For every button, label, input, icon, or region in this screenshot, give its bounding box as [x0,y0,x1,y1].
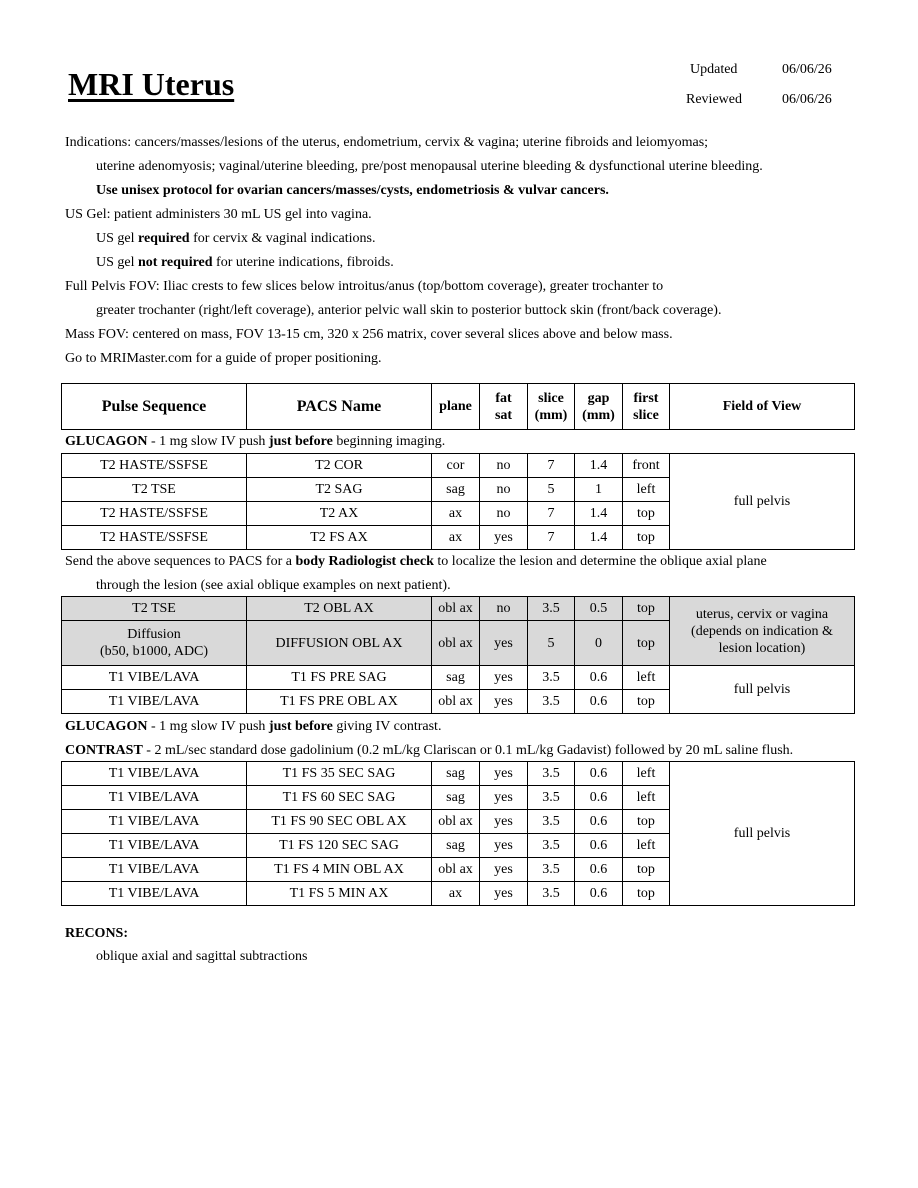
pulse-sequence-cell: T1 VIBE/LAVA [62,762,247,786]
usgel-line-1: US Gel: patient administers 30 mL US gel into vagina. [65,207,372,222]
pacs-name-cell: T2 OBL AX [247,597,432,621]
col-pacs-name: PACS Name [247,384,432,430]
pulse-sequence-cell: T1 VIBE/LAVA [62,882,247,906]
usgel-line-3: US gel not required for uterine indications, fibroids. [96,255,394,270]
pulse-sequence-cell: T2 TSE [62,597,247,621]
gap-cell: 1.4 [575,454,623,478]
glucagon-note-1: GLUCAGON - 1 mg slow IV push just before beginning imaging. [65,434,446,449]
plane-cell: cor [432,454,480,478]
plane-cell: sag [432,786,480,810]
plane-cell: obl ax [432,690,480,714]
page-title: MRI Uterus [68,66,235,102]
gap-cell: 0.6 [575,666,623,690]
fat-sat-cell: yes [480,666,528,690]
pulse-sequence-cell: T1 VIBE/LAVA [62,690,247,714]
sequence-table-1 [61,453,855,550]
pulse-sequence-cell: T1 VIBE/LAVA [62,786,247,810]
guide-line: Go to MRIMaster.com for a guide of proper positioning. [65,351,382,366]
slice-cell: 3.5 [528,690,575,714]
pacs-name-cell: T1 FS 35 SEC SAG [247,762,432,786]
first-slice-cell: left [623,478,670,502]
pulse-sequence-cell: Diffusion (b50, b1000, ADC) [62,621,247,666]
gap-cell: 0.6 [575,690,623,714]
header-table [61,383,855,430]
first-slice-cell: top [623,858,670,882]
plane-cell: sag [432,834,480,858]
first-slice-cell: top [623,882,670,906]
pulse-sequence-cell: T1 VIBE/LAVA [62,666,247,690]
sequence-table-2 [61,596,855,714]
slice-cell: 7 [528,526,575,550]
usgel-line-2: US gel required for cervix & vaginal indications. [96,231,376,246]
plane-cell: ax [432,502,480,526]
reviewed-date: 06/06/26 [782,92,832,107]
pacs-name-cell: T2 SAG [247,478,432,502]
pulse-sequence-cell: T2 HASTE/SSFSE [62,502,247,526]
plane-cell: ax [432,882,480,906]
sequence-table-3 [61,761,855,906]
gap-cell: 0.6 [575,762,623,786]
slice-cell: 3.5 [528,786,575,810]
reviewed-label: Reviewed [686,92,742,107]
fat-sat-cell: yes [480,834,528,858]
fat-sat-cell: yes [480,858,528,882]
fat-sat-cell: yes [480,786,528,810]
gap-cell: 0.6 [575,882,623,906]
fov-cell: full pelvis [670,762,855,906]
fat-sat-cell: no [480,597,528,621]
col-plane: plane [432,384,480,430]
fov-cell: full pelvis [670,666,855,714]
send-note-line-2: through the lesion (see axial oblique examples on next patient). [96,578,451,593]
gap-cell: 1.4 [575,526,623,550]
slice-cell: 5 [528,478,575,502]
recons-title: RECONS: [65,926,129,941]
gap-cell: 0.6 [575,810,623,834]
gap-cell: 0 [575,621,623,666]
col-fat-sat: fat sat [480,384,528,430]
send-note-line-1: Send the above sequences to PACS for a body Radiologist check to localize the lesion and determine the oblique axial plane [65,554,767,569]
gap-cell: 1.4 [575,502,623,526]
gap-cell: 0.5 [575,597,623,621]
mass-fov-line: Mass FOV: centered on mass, FOV 13-15 cm, 320 x 256 matrix, cover several slices above and below mass. [65,327,673,342]
pulse-sequence-cell: T2 TSE [62,478,247,502]
fat-sat-cell: yes [480,526,528,550]
pacs-name-cell: T1 FS 120 SEC SAG [247,834,432,858]
first-slice-cell: top [623,621,670,666]
plane-cell: obl ax [432,621,480,666]
plane-cell: sag [432,478,480,502]
first-slice-cell: top [623,526,670,550]
fat-sat-cell: no [480,478,528,502]
slice-cell: 3.5 [528,834,575,858]
fat-sat-cell: no [480,454,528,478]
plane-cell: sag [432,666,480,690]
first-slice-cell: front [623,454,670,478]
pacs-name-cell: T2 FS AX [247,526,432,550]
pulse-sequence-cell: T2 HASTE/SSFSE [62,454,247,478]
fat-sat-cell: yes [480,690,528,714]
indications-line-1: Indications: cancers/masses/lesions of the uterus, endometrium, cervix & vagina; uterine fibroids and leiomyomas; [65,135,709,150]
glucagon-note-2: GLUCAGON - 1 mg slow IV push just before giving IV contrast. [65,719,442,734]
table-row [62,762,855,786]
slice-cell: 7 [528,502,575,526]
pulse-sequence-cell: T2 HASTE/SSFSE [62,526,247,550]
slice-cell: 5 [528,621,575,666]
gap-cell: 0.6 [575,858,623,882]
fov-line-2: greater trochanter (right/left coverage), anterior pelvic wall skin to posterior buttock skin (front/back coverage). [96,303,722,318]
fov-line-1: Full Pelvis FOV: Iliac crests to few slices below introitus/anus (top/bottom coverage), greater trochanter to [65,279,664,294]
pacs-name-cell: T1 FS 5 MIN AX [247,882,432,906]
gap-cell: 0.6 [575,834,623,858]
pacs-name-cell: T1 FS 4 MIN OBL AX [247,858,432,882]
plane-cell: ax [432,526,480,550]
pacs-name-cell: T1 FS 90 SEC OBL AX [247,810,432,834]
pacs-name-cell: T1 FS 60 SEC SAG [247,786,432,810]
updated-label: Updated [690,62,738,77]
first-slice-cell: top [623,690,670,714]
plane-cell: obl ax [432,810,480,834]
fov-cell: full pelvis [670,454,855,550]
indications-line-3: Use unisex protocol for ovarian cancers/masses/cysts, endometriosis & vulvar cancers. [96,183,609,198]
slice-cell: 3.5 [528,810,575,834]
table-row [62,597,855,621]
pacs-name-cell: T1 FS PRE OBL AX [247,690,432,714]
col-gap: gap (mm) [575,384,623,430]
slice-cell: 7 [528,454,575,478]
table-row [62,666,855,690]
indications-line-2: uterine adenomyosis; vaginal/uterine bleeding, pre/post menopausal uterine bleeding & dysfunctional uterine bleeding. [96,159,763,174]
pacs-name-cell: T2 AX [247,502,432,526]
col-slice: slice (mm) [528,384,575,430]
updated-date: 06/06/26 [782,62,832,77]
recons-text: oblique axial and sagittal subtractions [96,949,308,964]
plane-cell: sag [432,762,480,786]
first-slice-cell: left [623,786,670,810]
gap-cell: 1 [575,478,623,502]
contrast-note: CONTRAST - 2 mL/sec standard dose gadolinium (0.2 mL/kg Clariscan or 0.1 mL/kg Gadavist) followed by 20 mL saline flush. [65,743,794,758]
fat-sat-cell: yes [480,882,528,906]
first-slice-cell: top [623,597,670,621]
plane-cell: obl ax [432,597,480,621]
slice-cell: 3.5 [528,666,575,690]
fat-sat-cell: yes [480,621,528,666]
first-slice-cell: left [623,666,670,690]
fov-cell: uterus, cervix or vagina (depends on indication & lesion location) [670,597,855,666]
slice-cell: 3.5 [528,882,575,906]
pulse-sequence-cell: T1 VIBE/LAVA [62,834,247,858]
plane-cell: obl ax [432,858,480,882]
gap-cell: 0.6 [575,786,623,810]
pacs-name-cell: T2 COR [247,454,432,478]
col-first-slice: first slice [623,384,670,430]
slice-cell: 3.5 [528,597,575,621]
slice-cell: 3.5 [528,762,575,786]
col-field-of-view: Field of View [670,384,855,430]
pacs-name-cell: DIFFUSION OBL AX [247,621,432,666]
fat-sat-cell: yes [480,762,528,786]
pacs-name-cell: T1 FS PRE SAG [247,666,432,690]
first-slice-cell: top [623,810,670,834]
fat-sat-cell: no [480,502,528,526]
first-slice-cell: left [623,834,670,858]
pulse-sequence-cell: T1 VIBE/LAVA [62,858,247,882]
table-row [62,454,855,478]
col-pulse-sequence: Pulse Sequence [62,384,247,430]
fat-sat-cell: yes [480,810,528,834]
slice-cell: 3.5 [528,858,575,882]
first-slice-cell: top [623,502,670,526]
pulse-sequence-cell: T1 VIBE/LAVA [62,810,247,834]
first-slice-cell: left [623,762,670,786]
